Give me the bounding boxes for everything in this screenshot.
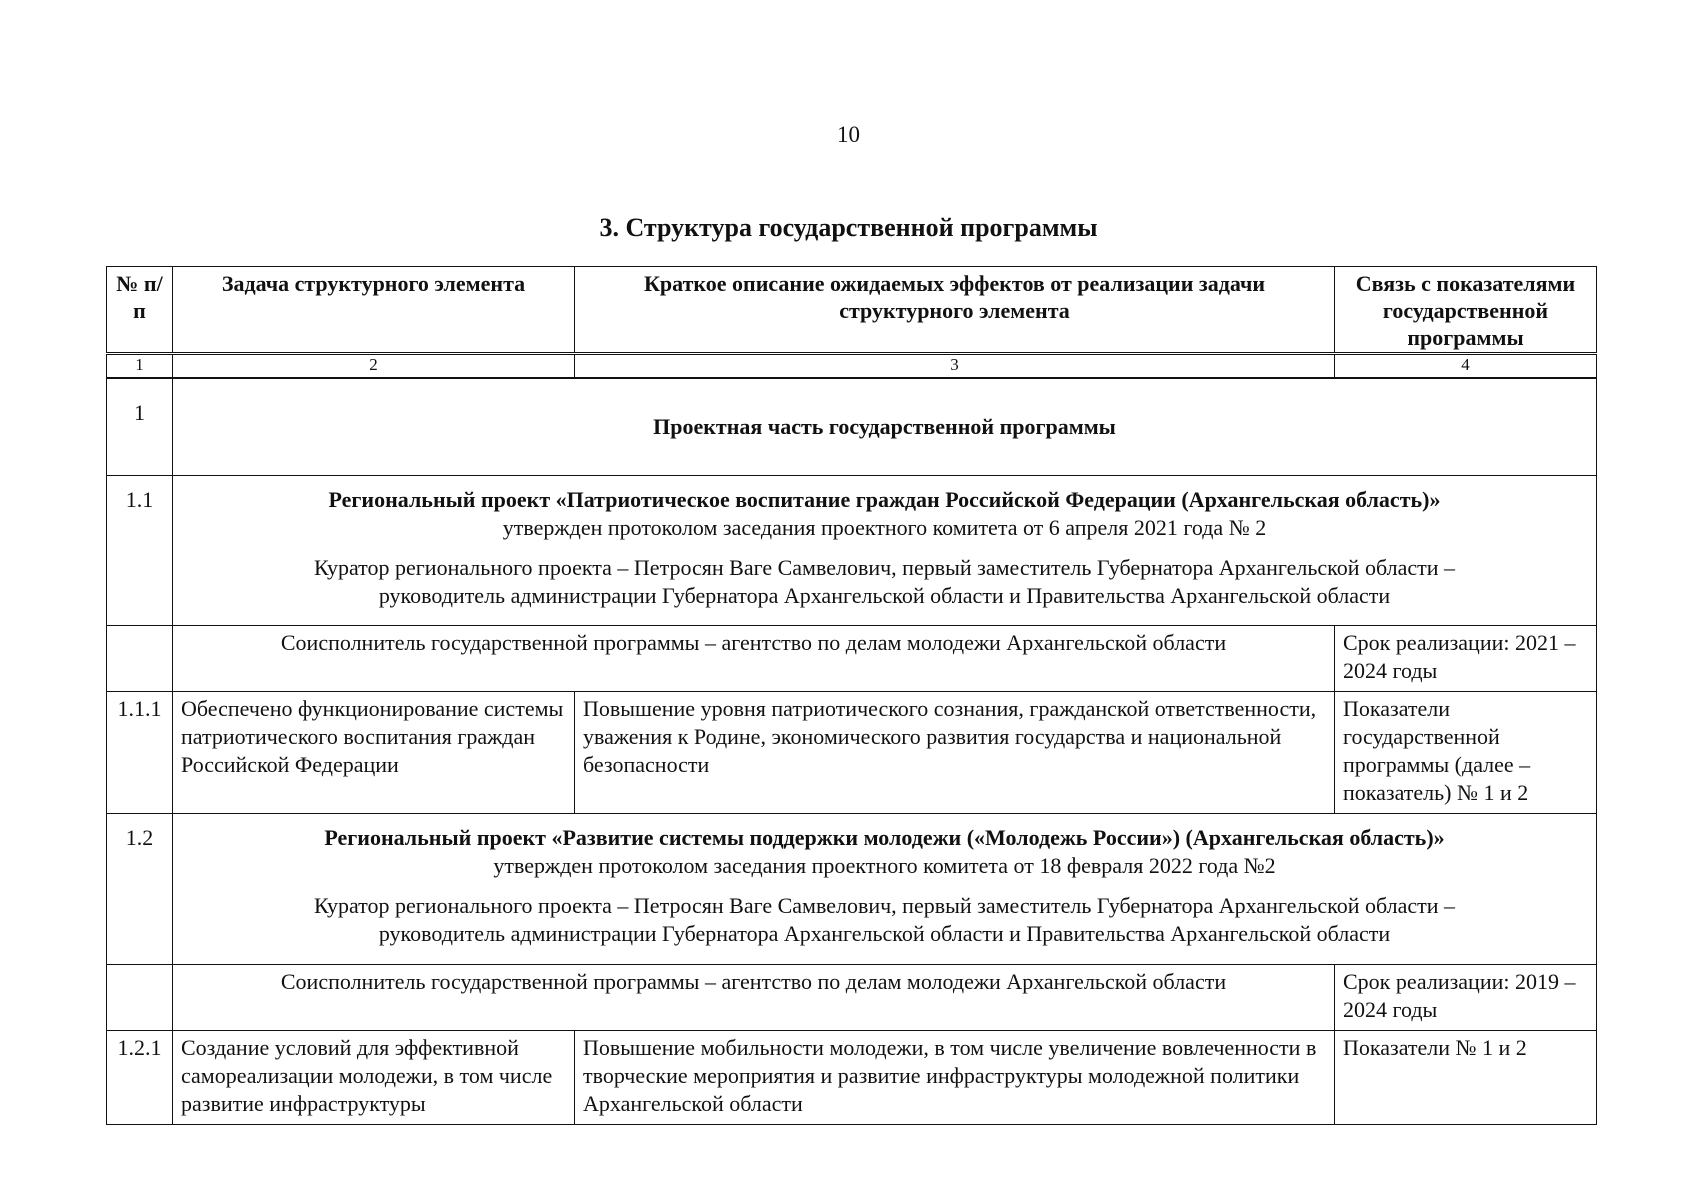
coexecutor-row <box>107 626 1597 692</box>
project-cell <box>173 814 1597 965</box>
task-row <box>107 1031 1597 1125</box>
term-text: Срок реализации: 2019 – 2024 годы <box>1335 965 1597 1031</box>
coexecutor-row <box>107 965 1597 1031</box>
project-cell <box>173 476 1597 626</box>
column-number: 1 <box>107 354 173 379</box>
column-numbers-row <box>107 354 1597 379</box>
section-row <box>107 378 1597 476</box>
row-number: 1.2.1 <box>107 1031 173 1125</box>
project-row <box>107 476 1597 626</box>
effect-text: Повышение мобильности молодежи, в том числе увеличение вовлеченности в творческие мероприятия и развитие инфраструктуры молодежной политики Архангельской области <box>575 1031 1335 1125</box>
row-number: 1.1 <box>107 476 173 626</box>
page-number: 10 <box>837 122 860 147</box>
coexecutor-text: Соисполнитель государственной программы – агентство по делам молодежи Архангельской области <box>173 626 1335 692</box>
project-curator-line: руководитель администрации Губернатора Архангельской области и Правительства Архангельской области <box>378 921 1391 946</box>
indicators-text: Показатели № 1 и 2 <box>1335 1031 1597 1125</box>
empty-cell <box>107 626 173 692</box>
program-structure-table <box>106 266 1597 1125</box>
project-approval: утвержден протоколом заседания проектного комитета от 18 февраля 2022 года №2 <box>493 853 1276 878</box>
row-number: 1.1.1 <box>107 692 173 814</box>
task-text: Создание условий для эффективной самореализации молодежи, в том числе развитие инфраструктуры <box>173 1031 575 1125</box>
task-row <box>107 692 1597 814</box>
project-row <box>107 814 1597 965</box>
project-curator-line: руководитель администрации Губернатора Архангельской области и Правительства Архангельской области <box>378 583 1391 608</box>
section-title: Проектная часть государственной программы <box>173 378 1597 476</box>
header-indicators: Связь с показателями государственной программы <box>1335 267 1597 354</box>
coexecutor-text: Соисполнитель государственной программы – агентство по делам молодежи Архангельской области <box>173 965 1335 1031</box>
column-number: 4 <box>1335 354 1597 379</box>
row-number: 1 <box>107 378 173 476</box>
task-text: Обеспечено функционирование системы патриотического воспитания граждан Российской Федерации <box>173 692 575 814</box>
effect-text: Повышение уровня патриотического сознания, гражданской ответственности, уважения к Родине, экономического развития государства и национальной безопасности <box>575 692 1335 814</box>
header-effect: Краткое описание ожидаемых эффектов от реализации задачи структурного элемента <box>575 267 1335 354</box>
project-approval: утвержден протоколом заседания проектного комитета от 6 апреля 2021 года № 2 <box>502 515 1267 540</box>
project-title: Региональный проект «Развитие системы поддержки молодежи («Молодежь России») (Архангельская область)» <box>324 825 1445 850</box>
project-title: Региональный проект «Патриотическое воспитание граждан Российской Федерации (Архангельская область)» <box>328 487 1441 512</box>
project-curator-line: Куратор регионального проекта – Петросян Ваге Самвелович, первый заместитель Губернатора Архангельской области – <box>313 555 1456 580</box>
page-title: 3. Структура государственной программы <box>599 213 1098 242</box>
empty-cell <box>107 965 173 1031</box>
table-header-row <box>107 267 1597 354</box>
column-number: 2 <box>173 354 575 379</box>
row-number: 1.2 <box>107 814 173 965</box>
header-task: Задача структурного элемента <box>173 267 575 354</box>
term-text: Срок реализации: 2021 – 2024 годы <box>1335 626 1597 692</box>
indicators-text: Показатели государственной программы (далее – показатель) № 1 и 2 <box>1335 692 1597 814</box>
project-curator-line: Куратор регионального проекта – Петросян Ваге Самвелович, первый заместитель Губернатора Архангельской области – <box>313 893 1456 918</box>
column-number: 3 <box>575 354 1335 379</box>
header-num: № п/п <box>107 267 173 354</box>
